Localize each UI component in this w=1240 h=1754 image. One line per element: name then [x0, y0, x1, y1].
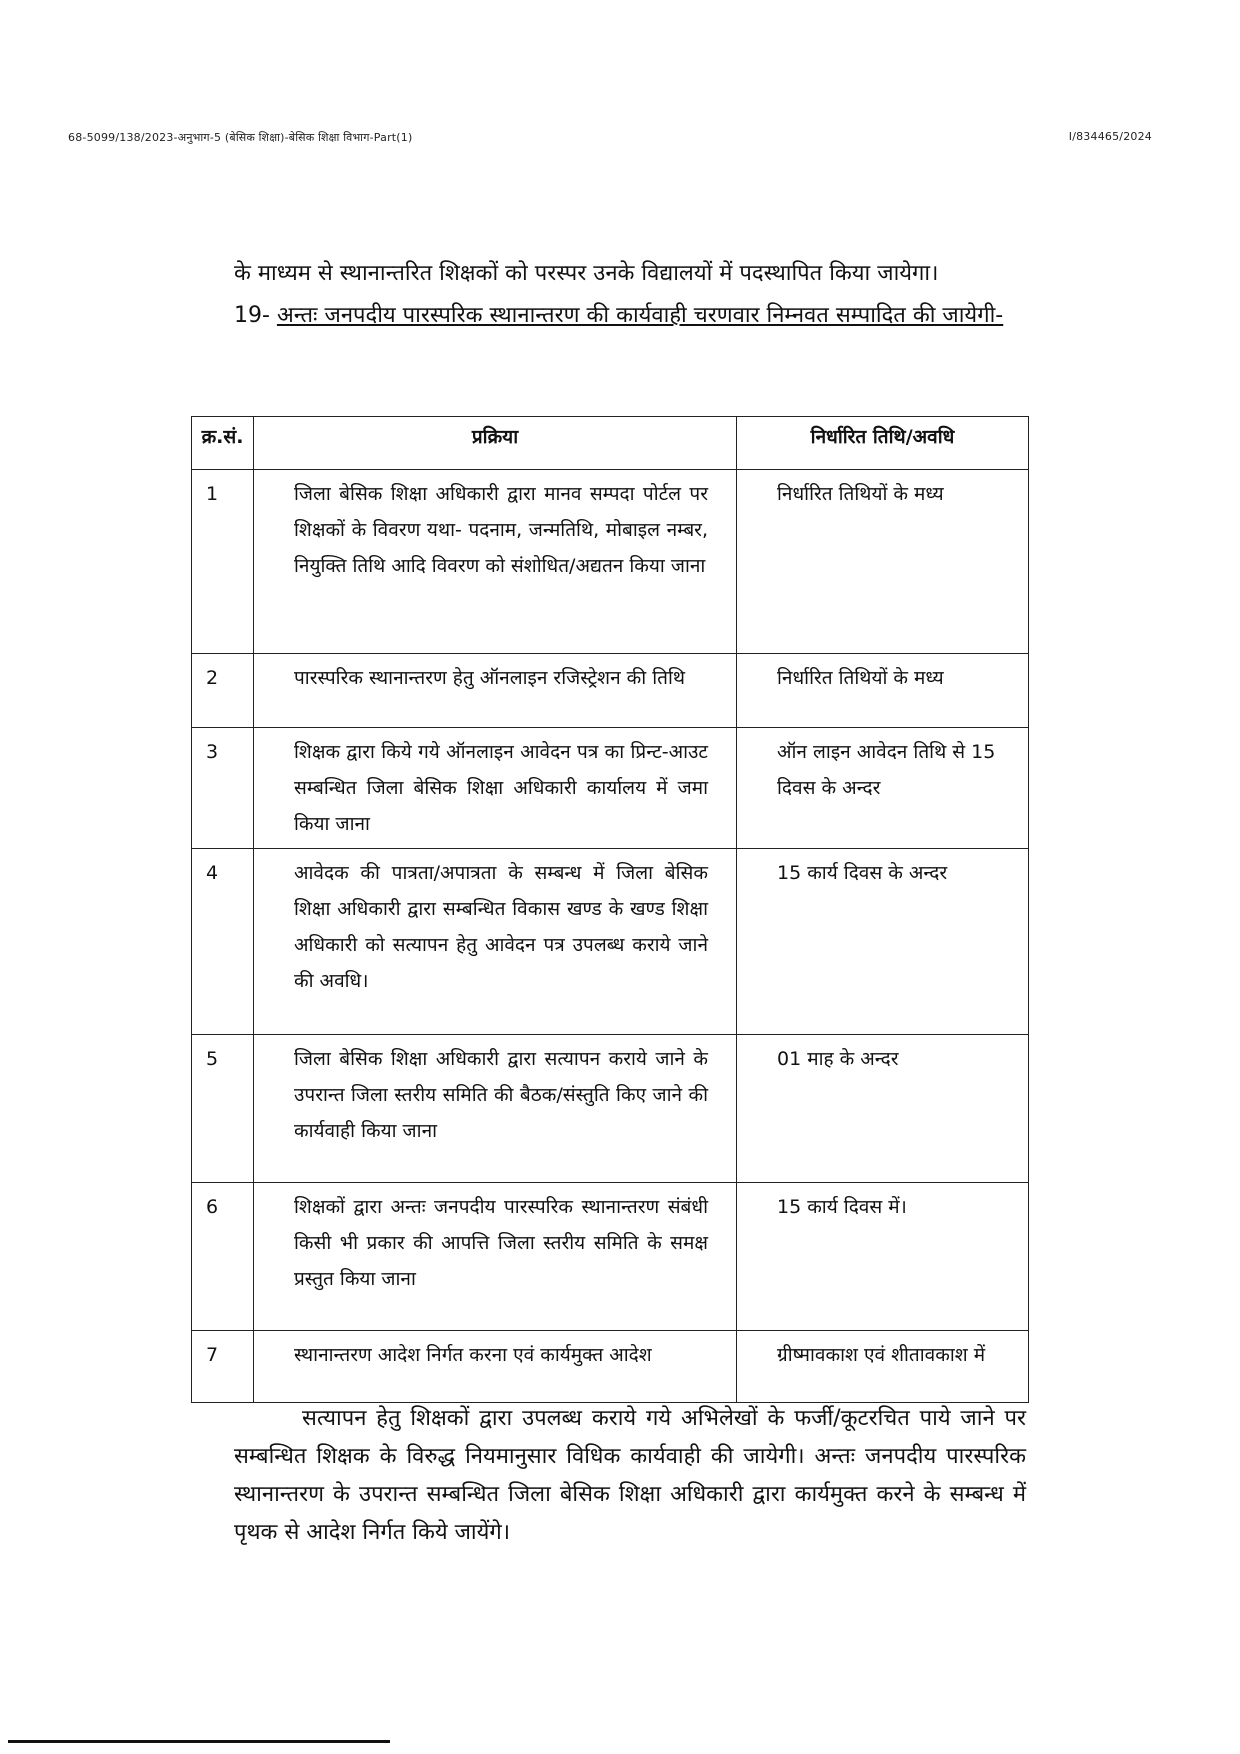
section-19-heading — [234, 297, 1026, 335]
table-row — [192, 1035, 1029, 1183]
column-header-date: निर्धारित तिथि/अवधि — [737, 417, 1029, 470]
scheduled-date: 15 कार्य दिवस में। — [737, 1183, 1029, 1331]
intro-paragraph: के माध्यम से स्थानान्तरित शिक्षकों को परस्पर उनके विद्यालयों में पदस्थापित किया जायेगा। — [234, 261, 939, 286]
scheduled-date: निर्धारित तिथियों के मध्य — [737, 654, 1029, 728]
process-description: आवेदक की पात्रता/अपात्रता के सम्बन्ध में जिला बेसिक शिक्षा अधिकारी द्वारा सम्बन्धित विकास खण्ड के खण्ड शिक्षा अधिकारी को सत्यापन हेतु आवेदन पत्र उपलब्ध कराये जाने की अवधि। — [254, 849, 737, 1035]
table-row — [192, 654, 1029, 728]
serial-number: 6 — [192, 1183, 254, 1331]
table-row — [192, 728, 1029, 849]
process-description: जिला बेसिक शिक्षा अधिकारी द्वारा मानव सम्पदा पोर्टल पर शिक्षकों के विवरण यथा- पदनाम, जन्मतिथि, मोबाइल नम्बर, नियुक्ति तिथि आदि विवरण को संशोधित/अद्यतन किया जाना — [254, 470, 737, 654]
scheduled-date: निर्धारित तिथियों के मध्य — [737, 470, 1029, 654]
section-number: 19- — [234, 303, 270, 328]
table-row — [192, 470, 1029, 654]
table-header-row — [192, 417, 1029, 470]
serial-number: 2 — [192, 654, 254, 728]
column-header-process: प्रक्रिया — [254, 417, 737, 470]
document-reference-left: 68-5099/138/2023-अनुभाग-5 (बेसिक शिक्षा)-बेसिक शिक्षा विभाग-Part(1) — [68, 131, 413, 144]
serial-number: 7 — [192, 1331, 254, 1403]
serial-number: 1 — [192, 470, 254, 654]
closing-section — [234, 1400, 1026, 1552]
table-row — [192, 849, 1029, 1035]
process-description: पारस्परिक स्थानान्तरण हेतु ऑनलाइन रजिस्ट्रेशन की तिथि — [254, 654, 737, 728]
serial-number: 3 — [192, 728, 254, 849]
process-description: स्थानान्तरण आदेश निर्गत करना एवं कार्यमुक्त आदेश — [254, 1331, 737, 1403]
closing-paragraph: सत्यापन हेतु शिक्षकों द्वारा उपलब्ध कराये गये अभिलेखों के फर्जी/कूटरचित पाये जाने पर सम्बन्धित शिक्षक के विरुद्ध नियमानुसार विधिक कार्यवाही की जायेगी। अन्तः जनपदीय पारस्परिक स्थानान्तरण के उपरान्त सम्बन्धित जिला बेसिक शिक्षा अधिकारी द्वारा कार्यमुक्त करने के सम्बन्ध में पृथक से आदेश निर्गत किये जायेंगे। — [234, 1406, 1026, 1545]
bottom-rule-divider — [8, 1740, 390, 1743]
document-body — [234, 255, 1026, 339]
process-description: जिला बेसिक शिक्षा अधिकारी द्वारा सत्यापन कराये जाने के उपरान्त जिला स्तरीय समिति की बैठक/संस्तुति किए जाने की कार्यवाही किया जाना — [254, 1035, 737, 1183]
table-row — [192, 1331, 1029, 1403]
document-reference-right: I/834465/2024 — [1068, 130, 1152, 143]
procedure-table — [191, 416, 1029, 1403]
process-description: शिक्षकों द्वारा अन्तः जनपदीय पारस्परिक स्थानान्तरण संबंधी किसी भी प्रकार की आपत्ति जिला स्तरीय समिति के समक्ष प्रस्तुत किया जाना — [254, 1183, 737, 1331]
serial-number: 4 — [192, 849, 254, 1035]
serial-number: 5 — [192, 1035, 254, 1183]
scheduled-date: 15 कार्य दिवस के अन्दर — [737, 849, 1029, 1035]
scheduled-date: ऑन लाइन आवेदन तिथि से 15 दिवस के अन्दर — [737, 728, 1029, 849]
scheduled-date: 01 माह के अन्दर — [737, 1035, 1029, 1183]
column-header-serial: क्र.सं. — [192, 417, 254, 470]
section-heading-text: अन्तः जनपदीय पारस्परिक स्थानान्तरण की कार्यवाही चरणवार निम्नवत सम्पादित की जायेगी- — [276, 303, 1004, 328]
table-row — [192, 1183, 1029, 1331]
process-description: शिक्षक द्वारा किये गये ऑनलाइन आवेदन पत्र का प्रिन्ट-आउट सम्बन्धित जिला बेसिक शिक्षा अधिकारी कार्यालय में जमा किया जाना — [254, 728, 737, 849]
scheduled-date: ग्रीष्मावकाश एवं शीतावकाश में — [737, 1331, 1029, 1403]
